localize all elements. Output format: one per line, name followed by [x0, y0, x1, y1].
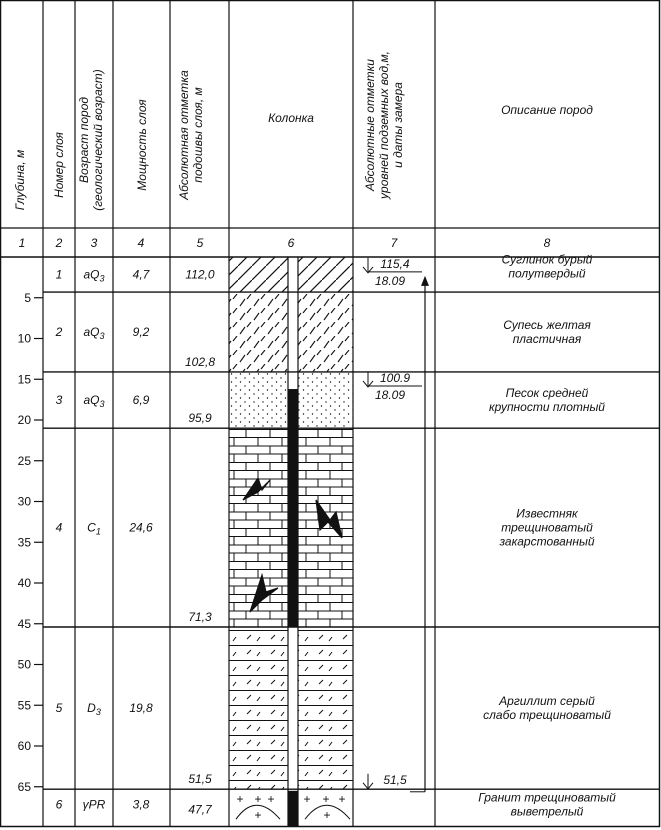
column-number: 4: [137, 236, 145, 250]
layer-number: 1: [55, 267, 63, 282]
layer-description: выветрелый: [510, 804, 584, 819]
svg-text:уровней подземных вод,м,: уровней подземных вод,м,: [377, 51, 391, 199]
depth-tick-label: 30: [17, 494, 31, 509]
layer-number: 5: [55, 701, 63, 716]
layer-age: $aQ_3$: [83, 324, 105, 341]
svg-text:(геологический возраст): (геологический возраст): [91, 69, 105, 211]
depth-tick-label: 5: [24, 290, 31, 305]
water-rise-arrowhead: [421, 276, 429, 286]
column-numbers: [19, 236, 551, 250]
header-age: [77, 69, 105, 210]
header-thickness: Мощность слоя: [135, 99, 149, 191]
lithology-sand: [298, 372, 353, 428]
svg-text:Возраст пород: Возраст пород: [77, 96, 91, 184]
granite-cross: +: [322, 792, 330, 807]
layer-mark: 102,8: [184, 354, 216, 369]
depth-tick-label: 35: [17, 535, 31, 550]
layer-thickness: 19,8: [129, 701, 153, 716]
granite-cross: +: [338, 792, 346, 807]
layer-description: Аргиллит серый: [499, 694, 595, 709]
water-level: 51,5: [383, 772, 407, 787]
lithology-sandy-loam: [298, 292, 353, 372]
column-number: 6: [287, 236, 295, 250]
layer-description: Супесь желтая: [503, 317, 591, 332]
layer-description: Гранит трещиноватый: [478, 790, 616, 805]
lithology-argillite: [229, 627, 288, 789]
svg-text:и даты замера: и даты замера: [391, 82, 405, 168]
lithology-limestone: [298, 428, 353, 627]
depth-tick-label: 15: [17, 372, 31, 387]
granite-cross: +: [254, 808, 262, 823]
filter-section: [288, 389, 298, 627]
water-level: 115,4: [380, 256, 410, 271]
depth-tick-label: 20: [17, 413, 31, 427]
casing-bottom: [288, 791, 298, 826]
column-number: 3: [90, 236, 98, 250]
header-column: Колонка: [268, 111, 314, 125]
column-number: 5: [196, 236, 204, 250]
layer-mark: 95,9: [188, 411, 212, 426]
granite-cross: +: [303, 792, 311, 807]
layer-thickness: 4,7: [132, 267, 150, 282]
layer-number: 2: [55, 324, 63, 339]
svg-text:подошвы слоя, м: подошвы слоя, м: [191, 87, 205, 183]
layer-thickness: 3,8: [132, 797, 150, 812]
svg-text:Абсолютные отметки: Абсолютные отметки: [363, 59, 377, 191]
lithology-sandy-loam: [229, 292, 288, 372]
svg-text:Абсолютная отметка: Абсолютная отметка: [177, 70, 191, 200]
depth-tick-label: 45: [17, 616, 31, 631]
column-number: 8: [543, 236, 551, 250]
depth-tick-label: 65: [17, 779, 31, 794]
layer-age: $C_1$: [87, 520, 101, 537]
column-number: 7: [390, 236, 398, 250]
depth-tick-label: 40: [17, 576, 31, 590]
column-number: 1: [18, 236, 26, 250]
lithology-loam: [229, 257, 288, 292]
header-abs-mark: [177, 70, 205, 201]
layer-description: Известняк: [516, 506, 578, 521]
layer-age: $aQ_3$: [83, 267, 105, 284]
layer-thickness: 6,9: [132, 393, 150, 408]
layer-number: 6: [55, 797, 63, 812]
layer-description: крупности плотный: [489, 400, 605, 415]
layer-description: трещиноватый: [501, 520, 593, 535]
granite-cross: +: [267, 792, 275, 807]
lithology-loam: [298, 257, 353, 292]
layer-description: Суглинок бурый: [501, 252, 593, 267]
water-date: 18.09: [374, 273, 406, 288]
layer-age: $aQ_3$: [83, 393, 105, 410]
lithology-sand: [229, 372, 288, 428]
header-description: Описание пород: [501, 103, 593, 117]
layer-mark: 112,0: [185, 267, 215, 282]
water-level: 100.9: [379, 370, 411, 385]
layer-mark: 71,3: [188, 610, 212, 625]
layer-thickness: 24,6: [129, 520, 153, 535]
depth-tick-label: 25: [17, 453, 31, 468]
layer-age: $D_3$: [87, 701, 101, 718]
layer-age: γPR: [82, 797, 106, 812]
layer-description: полутвердый: [508, 266, 586, 281]
depth-tick-label: 50: [17, 657, 31, 672]
water-date: 18.09: [374, 387, 406, 402]
layer-description: слабо трещиноватый: [483, 708, 611, 723]
depth-tick-label: 10: [17, 331, 31, 346]
header-water: [363, 51, 405, 200]
layer-number: 3: [55, 393, 63, 408]
layer-description: закарстованный: [499, 534, 595, 549]
layer-mark: 47,7: [188, 802, 212, 817]
layer-number: 4: [55, 520, 63, 535]
granite-cross: +: [323, 808, 331, 823]
granite-cross: +: [236, 792, 244, 807]
granite-cross: +: [254, 792, 262, 807]
column-number: 2: [55, 236, 63, 250]
header-depth: Глубина, м: [13, 149, 27, 211]
layer-description: Песок средней: [505, 386, 589, 401]
layer-thickness: 9,2: [132, 324, 150, 339]
depth-tick-label: 60: [17, 739, 31, 753]
header-layer-no: Номер слоя: [52, 132, 66, 198]
layer-description: пластичная: [512, 331, 582, 346]
layer-mark: 51,5: [188, 772, 212, 787]
lithology-argillite: [298, 627, 353, 789]
depth-tick-label: 55: [17, 698, 31, 713]
